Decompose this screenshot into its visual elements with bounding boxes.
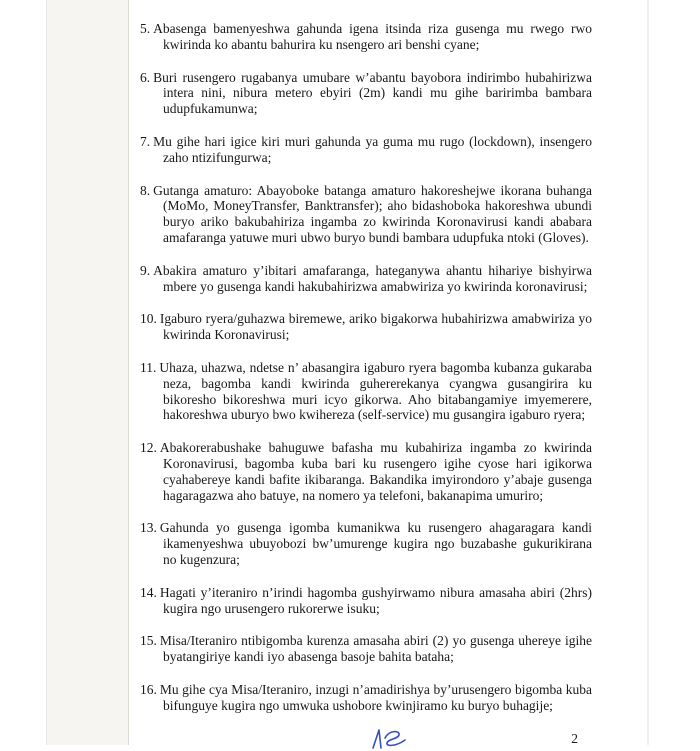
list-item-number: 7. [140,133,151,149]
list-item-paragraph [140,360,592,423]
list-item [140,585,592,617]
scan-edge-line-left [128,0,129,745]
list-item-text: Gahunda yo gusenga igomba kumanikwa ku rusengero ahagaragara kandi ikamenyeshwa ubuyobozi bw’umurenge kugira ngo buzabashe gukurikirana no kugenzura; [159,520,592,567]
list-item-text: Mu gihe hari igice kiri muri gahunda ya guma mu rugo (lockdown), insengero zaho ntizifungurwa; [153,133,592,165]
page-number: 2 [571,730,578,746]
signature-initials-icon [370,725,408,751]
list-item-text: Abakorerabushake bahuguwe bafasha mu kubahiriza ingamba zo kwirinda Koronavirusi, bagomba kuba bari ku rusengero igihe cyose hari igikorwa cyahabereye kandi bafite ikibaranga. Bakandika imyirondoro y’abaje gusenga hagaragazwa aho batuye, na nomero ya telefoni, bakanapima umuriro; [159,440,592,503]
list-item-text: Hagati y’iteraniro n’irindi hagomba gushyirwamo nibura amasaha abiri (2hrs) kugira ngo urusengero rukorerwe isuku; [159,584,592,616]
list-item [140,311,592,343]
list-item-number: 10. [140,311,157,327]
list-item-paragraph [140,134,592,166]
list-item-paragraph [140,183,592,246]
scan-edge-shadow-band [47,0,128,745]
list-item-paragraph [140,633,592,665]
list-item [140,520,592,567]
list-item [140,440,592,503]
list-item [140,183,592,246]
list-item-paragraph [140,682,592,714]
list-item [140,682,592,714]
list-item [140,263,592,295]
list-item-number: 15. [140,633,157,649]
list-item-number: 16. [140,681,157,697]
list-item-number: 13. [140,520,157,536]
list-item [140,360,592,423]
list-item-paragraph [140,21,592,53]
list-item-text: Gutanga amaturo: Abayoboke batanga amaturo hakoreshejwe ikorana buhanga (MoMo, MoneyTransfer, Banktransfer); aho bidashoboka hakoreshwa ubundi buryo ariko bakubahiriza ingamba zo kwirinda Koronavirusi kandi ababara amafaranga yatuwe muri ubwo buryo bundi bambara udupfuka ntoki (Gloves). [153,182,592,245]
scan-edge-line-outer [46,0,47,745]
list-item-text: Buri rusengero rugabanya umubare w’abantu bayobora indirimbo hubahirizwa intera nini, nibura metero ebyiri (2m) kandi mu gihe baririmba bambara udupfukamunwa; [153,69,592,117]
list-item [140,70,592,117]
list-item [140,21,592,53]
list-item-paragraph [140,263,592,295]
list-item-text: Igaburo ryera/guhazwa biremewe, ariko bigakorwa hubahirizwa amabwiriza yo kwirinda Koronavirusi; [159,311,592,343]
list-item-number: 5. [140,21,151,36]
list-item-paragraph [140,311,592,343]
scan-edge-line-right [647,0,649,745]
list-item-text: Mu gihe cya Misa/Iteraniro, inzugi n’amadirishya by’urusengero bigomba kuba bifunguye kugira ngo umwuka ushobore kwinjiramo ku buryo buhagije; [159,681,592,713]
list-item-number: 6. [140,69,151,85]
list-item-paragraph [140,520,592,567]
list-item-text: Uhaza, uhazwa, ndetse n’ abasangira igaburo ryera bagomba kubanza gukaraba neza, bagomba kandi kwirinda guhererekanya cyangwa gusangirira ku bikoresho bikoreshwa muri icyo gikorwa. Aho bitabangamiye imyemerere, hakoreshwa uburyo bwo kwihereza (self-service) mu gusangira igaburo ryera; [159,359,592,423]
list-item-number: 14. [140,584,157,600]
list-item-text: Abakira amaturo y’ibitari amafaranga, hateganywa ahantu hihariye bishyirwa mbere yo gusenga kandi hakubahirizwa amabwiriza yo kwirinda koronavirusi; [153,262,592,294]
list-item-text: Abasenga bamenyeshwa gahunda igena itsinda riza gusenga mu rwego rwo kwirinda ko abantu bahurira ku nsengero ari benshi cyane; [153,21,592,52]
numbered-list [140,21,592,714]
list-item-paragraph [140,585,592,617]
list-item-paragraph [140,70,592,117]
list-item-number: 9. [140,262,151,278]
list-item-number: 8. [140,182,151,198]
list-item-number: 12. [140,440,157,456]
list-item-paragraph [140,440,592,503]
list-item [140,633,592,665]
list-item-text: Misa/Iteraniro ntibigomba kurenza amasaha abiri (2) yo gusenga uhereye igihe byatangiriye kandi iyo abasenga basoje bahita bataha; [159,633,592,665]
list-item-number: 11. [140,359,157,375]
document-body [140,21,592,746]
list-item [140,134,592,166]
